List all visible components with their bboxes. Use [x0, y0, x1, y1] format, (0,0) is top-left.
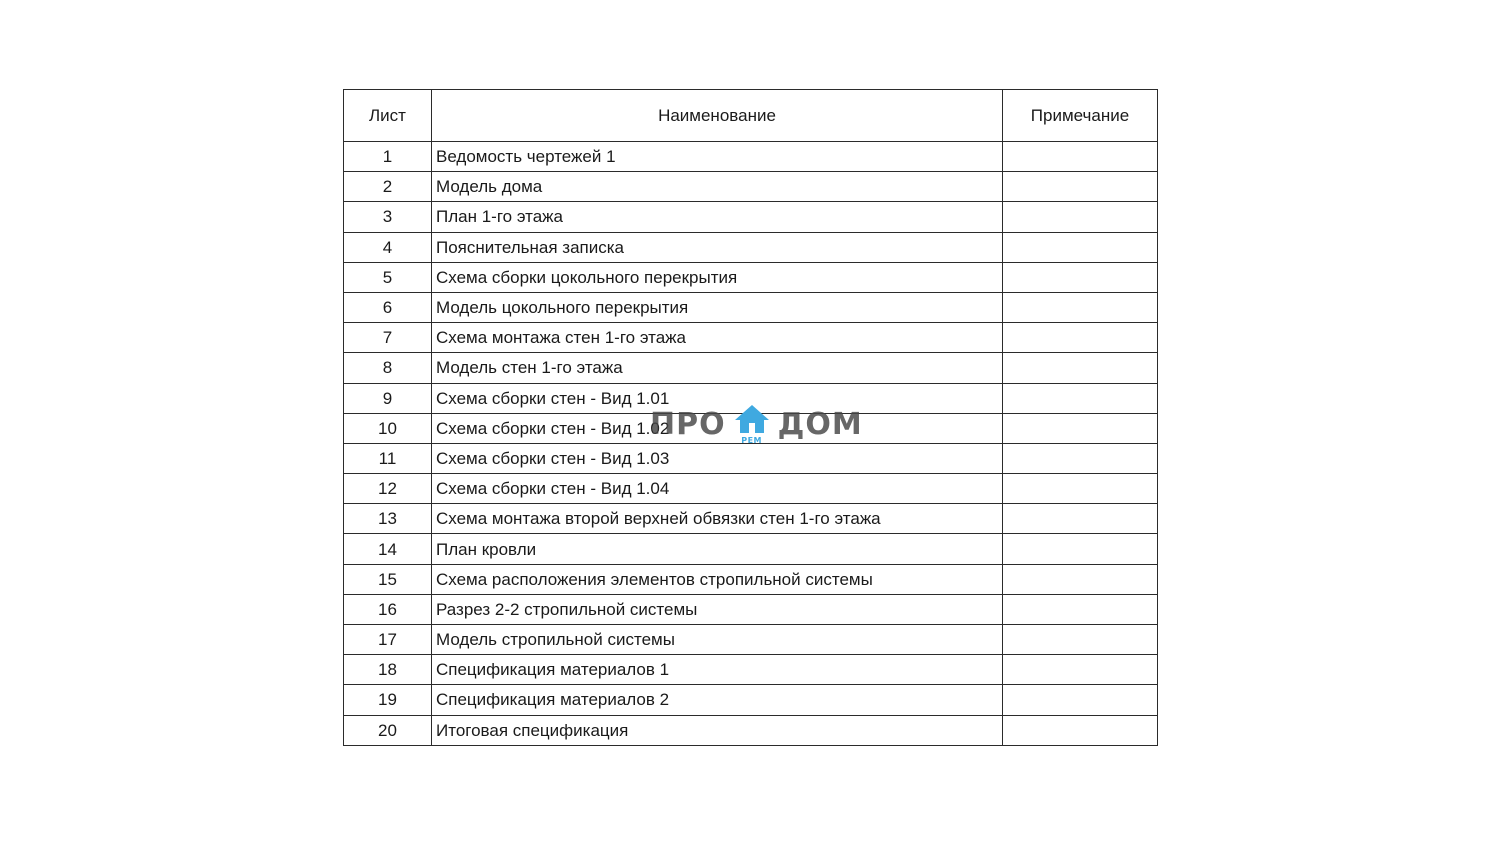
note-cell	[1003, 655, 1158, 685]
table-row	[344, 202, 1158, 232]
table-row	[344, 172, 1158, 202]
table-row	[344, 383, 1158, 413]
table-header	[344, 90, 1158, 142]
header-sheet: Лист	[344, 90, 432, 142]
drawing-name-cell: Спецификация материалов 2	[432, 685, 1003, 715]
drawing-name-cell: Разрез 2-2 стропильной системы	[432, 594, 1003, 624]
drawing-name-cell: Модель цокольного перекрытия	[432, 292, 1003, 322]
table-row	[344, 685, 1158, 715]
table-row	[344, 474, 1158, 504]
drawing-name-cell: Схема сборки стен - Вид 1.01	[432, 383, 1003, 413]
sheet-number-cell: 1	[344, 142, 432, 172]
note-cell	[1003, 625, 1158, 655]
table-row	[344, 443, 1158, 473]
header-note: Примечание	[1003, 90, 1158, 142]
watermark-left-text: ПРО	[650, 406, 726, 442]
note-cell	[1003, 232, 1158, 262]
drawing-name-cell: Схема сборки стен - Вид 1.04	[432, 474, 1003, 504]
sheet-number-cell: 18	[344, 655, 432, 685]
sheet-number-cell: 12	[344, 474, 432, 504]
sheet-number-cell: 19	[344, 685, 432, 715]
sheet-number-cell: 14	[344, 534, 432, 564]
drawing-name-cell: Схема расположения элементов стропильной системы	[432, 564, 1003, 594]
note-cell	[1003, 353, 1158, 383]
drawing-name-cell: Пояснительная записка	[432, 232, 1003, 262]
note-cell	[1003, 685, 1158, 715]
watermark-right-text: ДОМ	[777, 406, 863, 442]
note-cell	[1003, 413, 1158, 443]
drawing-name-cell: Ведомость чертежей 1	[432, 142, 1003, 172]
drawing-name-cell: План кровли	[432, 534, 1003, 564]
note-cell	[1003, 564, 1158, 594]
note-cell	[1003, 262, 1158, 292]
note-cell	[1003, 594, 1158, 624]
note-cell	[1003, 383, 1158, 413]
sheet-number-cell: 3	[344, 202, 432, 232]
drawing-name-cell: Схема сборки стен - Вид 1.03	[432, 443, 1003, 473]
table-row	[344, 655, 1158, 685]
sheet-number-cell: 16	[344, 594, 432, 624]
note-cell	[1003, 202, 1158, 232]
table-row	[344, 594, 1158, 624]
table-body	[344, 142, 1158, 746]
note-cell	[1003, 715, 1158, 745]
sheet-number-cell: 10	[344, 413, 432, 443]
drawing-name-cell: Схема сборки цокольного перекрытия	[432, 262, 1003, 292]
table-row	[344, 292, 1158, 322]
sheet-number-cell: 4	[344, 232, 432, 262]
watermark-sub-text: РЕМ	[741, 436, 762, 445]
table-row	[344, 262, 1158, 292]
table-row	[344, 564, 1158, 594]
table-row	[344, 534, 1158, 564]
drawing-name-cell: Итоговая спецификация	[432, 715, 1003, 745]
header-name: Наименование	[432, 90, 1003, 142]
note-cell	[1003, 474, 1158, 504]
sheet-number-cell: 9	[344, 383, 432, 413]
sheet-number-cell: 5	[344, 262, 432, 292]
table-row	[344, 142, 1158, 172]
note-cell	[1003, 443, 1158, 473]
note-cell	[1003, 323, 1158, 353]
drawing-name-cell: План 1-го этажа	[432, 202, 1003, 232]
note-cell	[1003, 534, 1158, 564]
drawing-name-cell: Модель стен 1-го этажа	[432, 353, 1003, 383]
sheet-number-cell: 11	[344, 443, 432, 473]
drawing-name-cell: Схема монтажа второй верхней обвязки стен 1-го этажа	[432, 504, 1003, 534]
drawing-name-cell: Модель дома	[432, 172, 1003, 202]
sheet-number-cell: 20	[344, 715, 432, 745]
table-row	[344, 413, 1158, 443]
table-row	[344, 232, 1158, 262]
note-cell	[1003, 172, 1158, 202]
sheet-number-cell: 8	[344, 353, 432, 383]
drawing-name-cell: Модель стропильной системы	[432, 625, 1003, 655]
drawing-name-cell: Схема монтажа стен 1-го этажа	[432, 323, 1003, 353]
sheet-number-cell: 17	[344, 625, 432, 655]
table-row	[344, 625, 1158, 655]
sheet-number-cell: 2	[344, 172, 432, 202]
drawing-name-cell: Спецификация материалов 1	[432, 655, 1003, 685]
sheet-number-cell: 13	[344, 504, 432, 534]
table-row	[344, 323, 1158, 353]
header-row	[344, 90, 1158, 142]
table-row	[344, 715, 1158, 745]
note-cell	[1003, 504, 1158, 534]
drawings-list-table	[343, 89, 1158, 746]
sheet-number-cell: 15	[344, 564, 432, 594]
sheet-number-cell: 7	[344, 323, 432, 353]
note-cell	[1003, 292, 1158, 322]
sheet-number-cell: 6	[344, 292, 432, 322]
table-row	[344, 353, 1158, 383]
table-row	[344, 504, 1158, 534]
note-cell	[1003, 142, 1158, 172]
drawing-name-cell: Схема сборки стен - Вид 1.02	[432, 413, 1003, 443]
